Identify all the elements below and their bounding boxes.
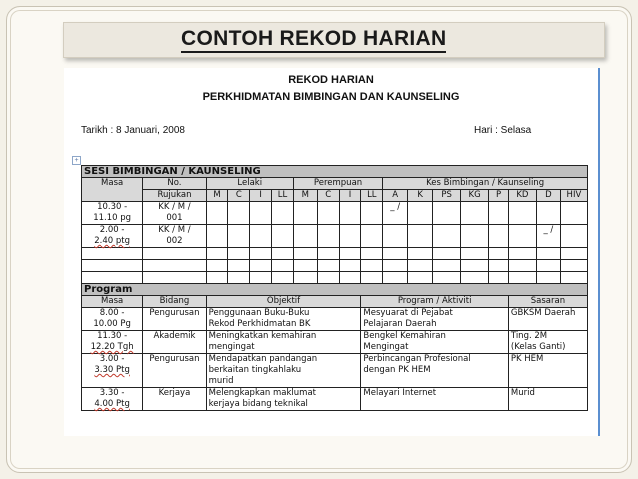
table-row — [82, 202, 588, 225]
kes-d-mark — [536, 202, 560, 225]
cell — [272, 248, 294, 260]
sesi-col-masa — [82, 178, 143, 202]
cell — [461, 202, 489, 225]
prog-masa-cell — [82, 354, 143, 388]
table-row — [82, 388, 588, 411]
cell — [250, 202, 272, 225]
sub-i: I — [339, 190, 361, 202]
cell — [143, 248, 206, 260]
cell — [508, 272, 536, 284]
cell — [82, 272, 143, 284]
sesi-section-row — [82, 166, 588, 178]
cell — [206, 248, 228, 260]
cell-text: murid — [208, 376, 234, 386]
cell-text: Meningkatkan kemahiran — [208, 331, 317, 341]
prog-objektif-cell — [206, 388, 361, 411]
cell — [408, 225, 433, 248]
cell-text: berkaitan tingkahlaku — [208, 365, 302, 375]
cell — [272, 272, 294, 284]
cell-text: 10.30 - — [97, 202, 128, 212]
empty-row — [82, 248, 588, 260]
cell-text: 12.20 Tgh — [90, 342, 134, 352]
sesi-col-kes: Kes Bimbingan / Kaunseling — [383, 178, 588, 190]
cell — [489, 202, 509, 225]
sub-kd: KD — [508, 190, 536, 202]
prog-objektif-cell — [206, 354, 361, 388]
cell-text: Mengingat — [363, 342, 409, 352]
prog-masa-cell — [82, 331, 143, 354]
cell — [536, 248, 560, 260]
prog-bidang-cell: Pengurusan — [143, 354, 206, 388]
cell-text: 3.30 - — [99, 388, 125, 398]
prog-sasaran-cell: Murid — [508, 388, 587, 411]
cell — [361, 272, 383, 284]
sub-d: D — [536, 190, 560, 202]
program-title: Program — [82, 284, 588, 296]
cell — [508, 260, 536, 272]
prog-sasaran-cell: PK HEM — [508, 354, 587, 388]
sub-c: C — [228, 190, 250, 202]
cell — [489, 225, 509, 248]
prog-bidang-cell: Kerjaya — [143, 388, 206, 411]
cell — [143, 272, 206, 284]
cell-text: KK / M / — [158, 202, 191, 212]
sesi-col-lelaki: Lelaki — [206, 178, 293, 190]
cell-text: Rekod Perkhidmatan BK — [208, 319, 311, 329]
sub-kg: KG — [461, 190, 489, 202]
sub-ps: PS — [433, 190, 461, 202]
header-label: Masa — [101, 178, 124, 188]
cell — [461, 248, 489, 260]
sesi-masa-cell — [82, 225, 143, 248]
cell — [317, 272, 339, 284]
cell — [560, 260, 587, 272]
doc-day: Hari : Selasa — [474, 125, 532, 136]
cell-text: Penggunaan Buku-Buku — [208, 308, 310, 318]
cell — [560, 248, 587, 260]
cell — [317, 248, 339, 260]
prog-aktiviti-cell: Melayari Internet — [361, 388, 508, 411]
cell — [293, 225, 317, 248]
cell-text: 3.30 Ptg — [94, 365, 130, 375]
sub-m: M — [206, 190, 228, 202]
cell — [317, 202, 339, 225]
cell — [560, 202, 587, 225]
cell-text: KK / M / — [158, 225, 191, 235]
cell — [339, 272, 361, 284]
cell-text: Melengkapkan maklumat — [208, 388, 317, 398]
sub-m: M — [293, 190, 317, 202]
cell — [228, 272, 250, 284]
cell — [433, 202, 461, 225]
cell — [461, 272, 489, 284]
prog-sasaran-cell — [508, 331, 587, 354]
cell — [206, 202, 228, 225]
cell-text: 8.00 - — [99, 308, 125, 318]
cell — [317, 225, 339, 248]
sub-k: K — [408, 190, 433, 202]
prog-objektif-cell — [206, 331, 361, 354]
cell — [293, 272, 317, 284]
cell — [339, 260, 361, 272]
cell — [408, 202, 433, 225]
cell — [317, 260, 339, 272]
kes-d-mark: _ / — [536, 225, 560, 248]
doc-date: Tarikh : 8 Januari, 2008 — [81, 125, 185, 136]
cell — [228, 260, 250, 272]
cell — [508, 202, 536, 225]
cell — [433, 260, 461, 272]
cell — [206, 272, 228, 284]
cell-text: kerjaya bidang teknikal — [208, 399, 308, 409]
sub-c: C — [317, 190, 339, 202]
cell-text: Bengkel Kemahiran — [363, 331, 446, 341]
sesi-rujukan-cell — [143, 225, 206, 248]
sub-ll: LL — [361, 190, 383, 202]
cell — [272, 202, 294, 225]
table-row — [82, 225, 588, 248]
cell — [560, 225, 587, 248]
prog-col-aktiviti: Program / Aktiviti — [361, 296, 508, 308]
sesi-header-row — [82, 178, 588, 190]
cell — [272, 260, 294, 272]
cell — [489, 272, 509, 284]
cell-text: Mendapatkan pandangan — [208, 354, 318, 364]
slide-title: CONTOH REKOD HARIAN — [181, 27, 446, 53]
table-move-handle-icon[interactable]: + — [72, 156, 81, 165]
cell — [489, 248, 509, 260]
cell — [250, 248, 272, 260]
cell — [408, 272, 433, 284]
sesi-subheader-row — [82, 190, 588, 202]
cell-text: Perbincangan Profesional — [363, 354, 471, 364]
cell-text: Mesyuarat di Pejabat — [363, 308, 453, 318]
program-header-row — [82, 296, 588, 308]
cell-text: (Kelas Ganti) — [510, 342, 566, 352]
cell — [339, 248, 361, 260]
sub-i: I — [250, 190, 272, 202]
cell — [206, 225, 228, 248]
doc-subheading: PERKHIDMATAN BIMBINGAN DAN KAUNSELING — [202, 91, 460, 103]
cell — [206, 260, 228, 272]
cell — [433, 272, 461, 284]
sesi-rujukan-cell — [143, 202, 206, 225]
cell-text: dengan PK HEM — [363, 365, 431, 375]
cell — [339, 225, 361, 248]
cell — [361, 248, 383, 260]
cell — [361, 260, 383, 272]
cell — [433, 225, 461, 248]
cell — [508, 225, 536, 248]
prog-col-bidang: Bidang — [143, 296, 206, 308]
empty-row — [82, 260, 588, 272]
cell — [250, 260, 272, 272]
cell — [250, 225, 272, 248]
table-row — [82, 331, 588, 354]
cell — [272, 225, 294, 248]
cell — [461, 260, 489, 272]
prog-sasaran-cell: GBKSM Daerah — [508, 308, 587, 331]
record-table — [81, 165, 588, 411]
prog-aktiviti-cell — [361, 331, 508, 354]
doc-heading: REKOD HARIAN — [288, 74, 374, 86]
prog-aktiviti-cell — [361, 308, 508, 331]
prog-col-sasaran: Sasaran — [508, 296, 587, 308]
cell-text: 4.00 Ptg — [94, 399, 130, 409]
cell-text: mengingat — [208, 342, 255, 352]
prog-masa-cell — [82, 308, 143, 331]
cell — [250, 272, 272, 284]
empty-row — [82, 272, 588, 284]
prog-col-masa: Masa — [82, 296, 143, 308]
document-edge — [598, 68, 600, 436]
sesi-title: SESI BIMBINGAN / KAUNSELING — [82, 166, 588, 178]
cell-text: Ting. 2M — [510, 331, 548, 341]
slide-title-bar — [63, 22, 605, 58]
cell-text: 11.10 pg — [93, 213, 132, 223]
sub-p: P — [489, 190, 509, 202]
cell — [383, 272, 408, 284]
cell-text: 11.30 - — [97, 331, 128, 341]
cell — [143, 260, 206, 272]
program-section-row — [82, 284, 588, 296]
cell — [82, 248, 143, 260]
cell — [536, 272, 560, 284]
sub-ll: LL — [272, 190, 294, 202]
cell — [293, 202, 317, 225]
prog-objektif-cell — [206, 308, 361, 331]
sub-a: A — [383, 190, 408, 202]
cell — [461, 225, 489, 248]
cell — [228, 202, 250, 225]
cell — [433, 248, 461, 260]
cell — [489, 260, 509, 272]
cell-text: 3.00 - — [99, 354, 125, 364]
kes-a-mark: _ / — [383, 202, 408, 225]
prog-aktiviti-cell — [361, 354, 508, 388]
cell — [361, 202, 383, 225]
prog-bidang-cell: Pengurusan — [143, 308, 206, 331]
cell — [361, 225, 383, 248]
sesi-col-no: No. — [143, 178, 206, 190]
cell — [383, 260, 408, 272]
cell — [228, 248, 250, 260]
cell-text: 2.40 ptg — [94, 236, 131, 246]
sub-hiv: HIV — [560, 190, 587, 202]
cell-text: 001 — [166, 213, 183, 223]
sesi-col-rujukan: Rujukan — [143, 190, 206, 202]
table-row — [82, 354, 588, 388]
cell — [228, 225, 250, 248]
kes-a-mark — [383, 225, 408, 248]
cell — [536, 260, 560, 272]
sesi-col-perempuan: Perempuan — [293, 178, 382, 190]
cell — [293, 260, 317, 272]
cell — [408, 248, 433, 260]
sesi-masa-cell — [82, 202, 143, 225]
cell-text: 2.00 - — [99, 225, 125, 235]
cell-text: 002 — [166, 236, 183, 246]
table-row — [82, 308, 588, 331]
cell-text: 10.00 Pg — [93, 319, 131, 329]
cell — [82, 260, 143, 272]
cell — [293, 248, 317, 260]
cell-text: Pelajaran Daerah — [363, 319, 437, 329]
prog-bidang-cell: Akademik — [143, 331, 206, 354]
cell — [408, 260, 433, 272]
cell — [339, 202, 361, 225]
prog-col-objektif: Objektif — [206, 296, 361, 308]
document-image — [64, 68, 598, 436]
prog-masa-cell — [82, 388, 143, 411]
cell — [508, 248, 536, 260]
cell — [383, 248, 408, 260]
cell — [560, 272, 587, 284]
